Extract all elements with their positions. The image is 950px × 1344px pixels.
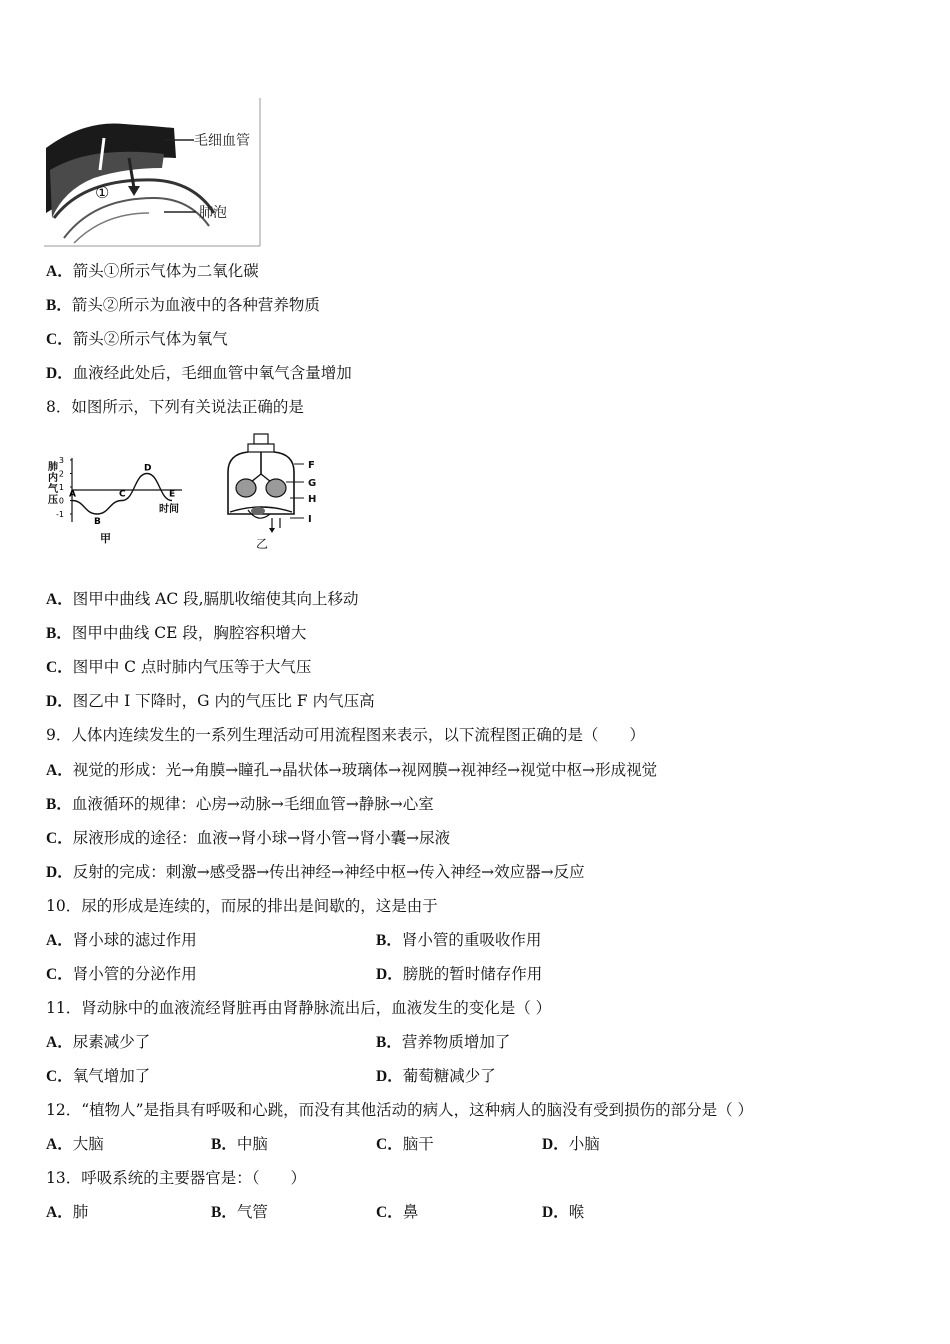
- q11-option-a[interactable]: A．尿素减少了: [46, 1033, 151, 1051]
- apparatus-svg: [218, 432, 328, 554]
- point-label-e: E: [169, 489, 176, 500]
- q13-options-row: [46, 1202, 906, 1223]
- capillary-label: 毛细血管: [194, 133, 250, 149]
- y-tick-label: 3: [58, 456, 64, 465]
- q8-option-a[interactable]: A．图甲中曲线 AC 段,膈肌收缩使其向上移动: [46, 590, 359, 608]
- q10-option-c[interactable]: C．肾小管的分泌作用: [46, 965, 197, 983]
- q13-option-d[interactable]: D．喉: [542, 1203, 585, 1221]
- chart-title: 甲: [100, 532, 111, 545]
- chart-ylabel: 肺 内 气 压: [48, 462, 58, 506]
- q12-option-d[interactable]: D．小脑: [542, 1135, 600, 1153]
- q13-option-c[interactable]: C．鼻: [376, 1203, 419, 1221]
- q7-option-d[interactable]: D．血液经此处后，毛细血管中氧气含量增加: [46, 364, 352, 382]
- q11-option-c[interactable]: C．氧气增加了: [46, 1067, 151, 1085]
- chart-xlabel: 时间: [159, 504, 179, 515]
- alveolus-figure: [44, 98, 262, 248]
- y-tick-label: 2: [58, 469, 64, 479]
- q8-chart-jia: [44, 450, 194, 550]
- y-tick-label: 1: [58, 483, 64, 492]
- q7-option-b[interactable]: B．箭头②所示为血液中的各种营养物质: [46, 296, 320, 314]
- point-label-c: C: [119, 489, 126, 500]
- q8-option-d[interactable]: D．图乙中 I 下降时，G 内的气压比 F 内气压高: [46, 692, 375, 710]
- q12-option-c[interactable]: C．脑干: [376, 1135, 434, 1153]
- q10-option-a[interactable]: A．肾小球的滤过作用: [46, 931, 197, 949]
- arrow-label: ①: [95, 183, 110, 202]
- q8-stem: 8．如图所示，下列有关说法正确的是: [46, 398, 304, 416]
- q8-option-b[interactable]: B．图甲中曲线 CE 段，胸腔容积增大: [46, 624, 307, 642]
- q8-option-c[interactable]: C．图甲中 C 点时肺内气压等于大气压: [46, 658, 312, 676]
- q9-option-d[interactable]: D．反射的完成：刺激→感受器→传出神经→神经中枢→传入神经→效应器→反应: [46, 863, 585, 881]
- apparatus-label-g: G: [308, 478, 317, 489]
- q10-option-b[interactable]: B．肾小管的重吸收作用: [376, 931, 542, 949]
- q7-option-a[interactable]: A．箭头①所示气体为二氧化碳: [46, 262, 259, 280]
- chart-jia-svg: [44, 450, 194, 550]
- apparatus-label-h: H: [308, 494, 317, 505]
- q9-option-b[interactable]: B．血液循环的规律：心房→动脉→毛细血管→静脉→心室: [46, 795, 434, 813]
- q11-stem: 11．肾动脉中的血液流经肾脏再由肾静脉流出后，血液发生的变化是（ ）: [46, 999, 552, 1017]
- apparatus-label-i: I: [308, 514, 312, 525]
- q9-option-a[interactable]: A．视觉的形成：光→角膜→瞳孔→晶状体→玻璃体→视网膜→视神经→视觉中枢→形成视觉: [46, 761, 658, 779]
- apparatus-label-f: F: [308, 460, 315, 471]
- q12-option-a[interactable]: A．大脑: [46, 1135, 104, 1153]
- q11-options-row-2: [46, 1066, 906, 1087]
- q9-option-c[interactable]: C．尿液形成的途径：血液→肾小球→肾小管→肾小囊→尿液: [46, 829, 451, 847]
- q13-stem: 13．呼吸系统的主要器官是：（ ）: [46, 1169, 306, 1187]
- q12-option-b[interactable]: B．中脑: [211, 1135, 268, 1153]
- q7-option-c[interactable]: C．箭头②所示气体为氧气: [46, 330, 228, 348]
- q10-stem: 10．尿的形成是连续的，而尿的排出是间歇的，这是由于: [46, 897, 438, 915]
- alveolus-label: 肺泡: [199, 205, 227, 221]
- q9-stem: 9．人体内连续发生的一系列生理活动可用流程图来表示，以下流程图正确的是（ ）: [46, 726, 645, 744]
- q8-apparatus-yi: [218, 432, 328, 554]
- q10-option-d[interactable]: D．膀胱的暂时储存作用: [376, 965, 543, 983]
- q11-option-b[interactable]: B．营养物质增加了: [376, 1033, 511, 1051]
- point-label-d: D: [144, 463, 152, 474]
- apparatus-caption: 乙: [256, 537, 269, 551]
- q10-options-row-2: [46, 964, 906, 985]
- q11-option-d[interactable]: D．葡萄糖减少了: [376, 1067, 496, 1085]
- q13-option-a[interactable]: A．肺: [46, 1203, 89, 1221]
- y-tick-label: -1: [56, 510, 64, 519]
- point-label-a: A: [69, 489, 76, 500]
- q11-options-row-1: [46, 1032, 906, 1053]
- q12-stem: 12．“植物人”是指具有呼吸和心跳，而没有其他活动的病人，这种病人的脑没有受到损伤的部分是（ ）: [46, 1101, 754, 1119]
- point-label-b: B: [94, 517, 101, 527]
- alveolus-figure-svg: [44, 98, 262, 248]
- q13-option-b[interactable]: B．气管: [211, 1203, 268, 1221]
- q10-options-row-1: [46, 930, 906, 951]
- y-tick-label: 0: [58, 496, 64, 506]
- q12-options-row: [46, 1134, 906, 1155]
